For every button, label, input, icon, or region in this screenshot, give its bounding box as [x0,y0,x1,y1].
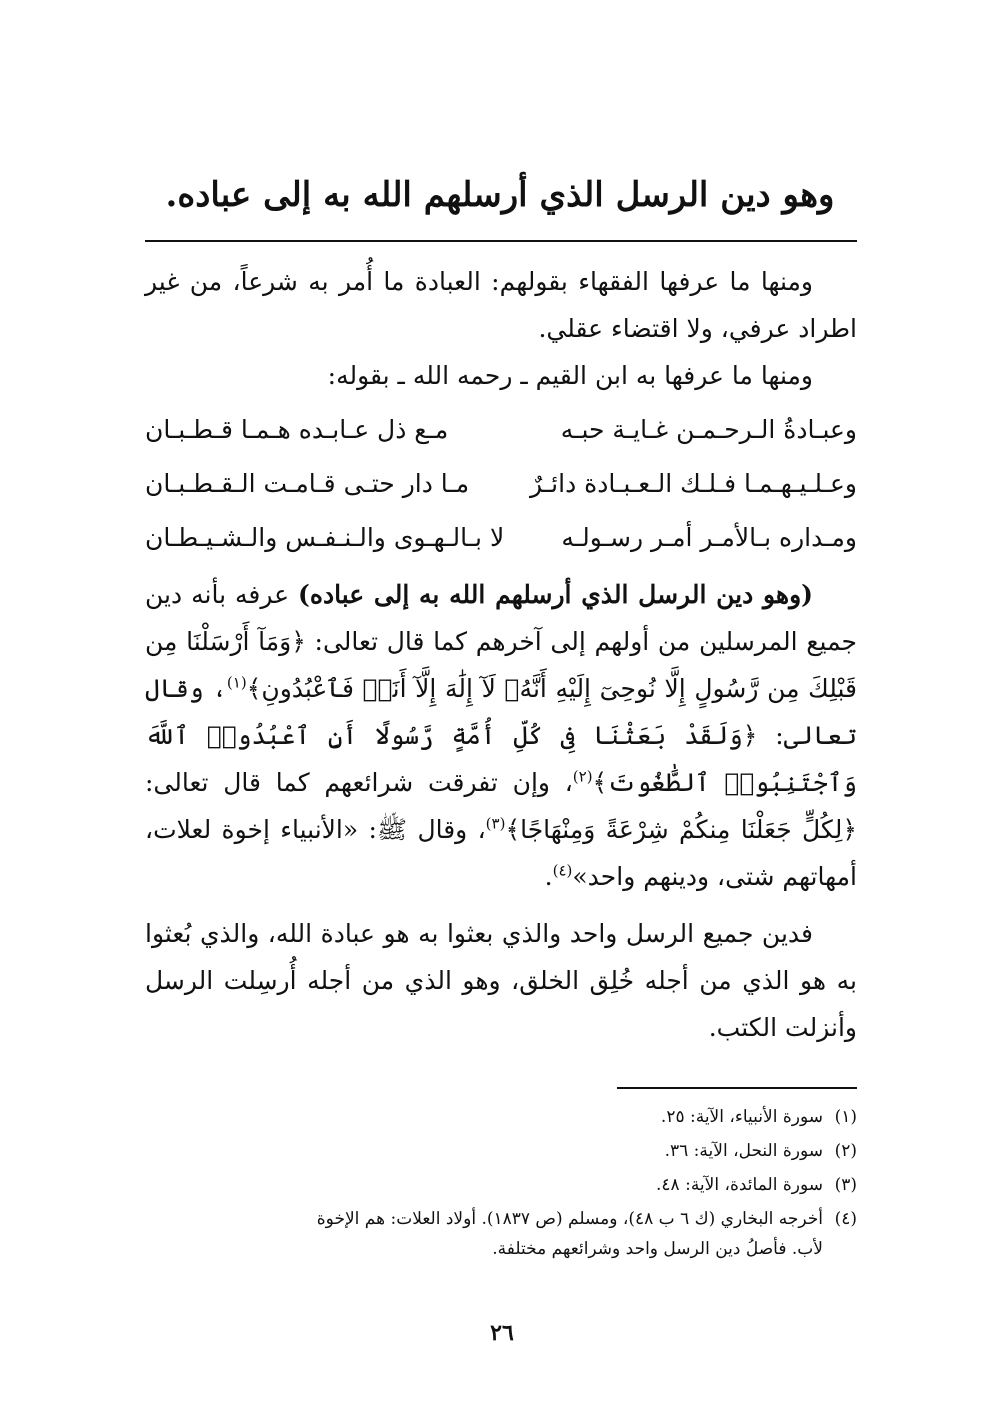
quran-verse: ﴿لِكُلٍّ جَعَلْنَا مِنكُمْ شِرْعَةً وَمِنْهَاجًا﴾ [505,815,857,844]
footnote-text: سورة النحل، الآية: ٣٦. [664,1141,823,1161]
verse-first-hemistich: ومـداره بـالأمـر أمـر رسـولـه [561,523,857,552]
verse-first-hemistich: وعبـادةُ الـرحـمـن غـايـة حبـه [560,415,857,444]
verse-second-hemistich: مـع ذل عـابـده هـمـا قـطـبـان [145,415,449,444]
footnote-reference[interactable]: (٢) [572,767,593,786]
footnotes [145,1100,857,1266]
verse-second-hemistich: لا بـالـهـوى والـنـفـس والـشـيـطـان [145,523,505,552]
footnote-divider [617,1087,857,1089]
paragraph-fuqaha-definition: ومنها ما عرفها الفقهاء بقولهم: العبادة ما أُمر به شرعاً، من غير اطراد عرفي، ولا اقتضاء عقلي. [145,267,857,343]
page-number: ٢٦ [490,1320,514,1346]
footnote-item [145,1100,857,1134]
explanation-text: عرفه بأنه دين جميع المرسلين من أولهم إلى آخرهم كما قال تعالى: [145,580,857,656]
hadith-text: ، وقال ﷺ: «الأنبياء إخوة لعلات، أمهاتهم شتى، ودينهم واحد» [145,815,857,891]
verse-second-hemistich: مـا دار حتـى قـامـت الـقـطـبـان [145,469,470,498]
paragraph-explanation [145,571,857,900]
footnote-item [145,1168,857,1202]
paragraph-ibn-qayyim-intro: ومنها ما عرفها به ابن القيم ـ رحمه الله ـ بقوله: [327,361,813,390]
quoted-matn: (وهو دين الرسل الذي أرسلهم الله به إلى عباده) [298,580,813,609]
footnote-text: سورة المائدة، الآية: ٤٨. [656,1175,823,1195]
footnote-item [145,1202,857,1236]
poem-verse [145,403,857,457]
footnote-number: (٤) [834,1209,857,1229]
header-divider [145,240,857,242]
footnote-text: أخرجه البخاري (ك ٦ ب ٤٨)، ومسلم (ص ١٨٣٧). أولاد العلات: هم الإخوة [316,1209,823,1229]
paragraph-conclusion: فدين جميع الرسل واحد والذي بعثوا به هو عبادة الله، والذي بُعثوا به هو الذي من أجله خُلِق الخلق، وهو الذي من أجله أُرسِلت الرسل وأنزلت الكتب. [145,919,857,1042]
footnote-item [145,1134,857,1168]
explanation-text: . [544,862,553,891]
quran-verse: ﴿وَمَآ أَرْسَلْنَا مِن قَبْلِكَ مِن رَّسُولٍ إِلَّا نُوحِىٓ إِلَيْهِ أَنَّهُۥ لَآ إِلَٰهَ إِلَّآ أَنَا۠ فَٱعْبُدُونِ﴾ [145,627,857,703]
page-header-title: وهو دين الرسل الذي أرسلهم الله به إلى عباده. [165,175,835,215]
poem [145,403,857,565]
footnote-text: سورة الأنبياء، الآية: ٢٥. [660,1107,823,1127]
quran-verse: ﴿وَلَقَدْ بَعَثْنَا فِى كُلِّ أُمَّةٍ رَّسُولًا أَنِ ٱعْبُدُوا۟ ٱللَّهَ وَٱجْتَنِبُوا۟ ٱلطَّٰغُوتَ﴾ [145,721,857,797]
footnote-continuation: لأب. فأصلُ دين الرسل واحد وشرائعهم مختلفة. [492,1239,823,1259]
poem-verse [145,511,857,565]
footnote-reference[interactable]: (٣) [485,814,506,833]
footnote-number: (٢) [834,1141,857,1161]
main-text [145,258,857,1051]
footnote-reference[interactable]: (١) [226,673,247,692]
footnote-number: (٣) [834,1175,857,1195]
explanation-text: ، وقال تعالى: [145,674,857,750]
footnote-number: (١) [834,1107,857,1127]
poem-verse [145,457,857,511]
explanation-text: ، وإن تفرقت شرائعهم كما قال تعالى: [145,768,573,797]
footnote-reference[interactable]: (٤) [552,861,573,880]
verse-first-hemistich: وعـلـيـهـمـا فـلـك الـعـبـادة دائـرٌ [530,469,857,498]
